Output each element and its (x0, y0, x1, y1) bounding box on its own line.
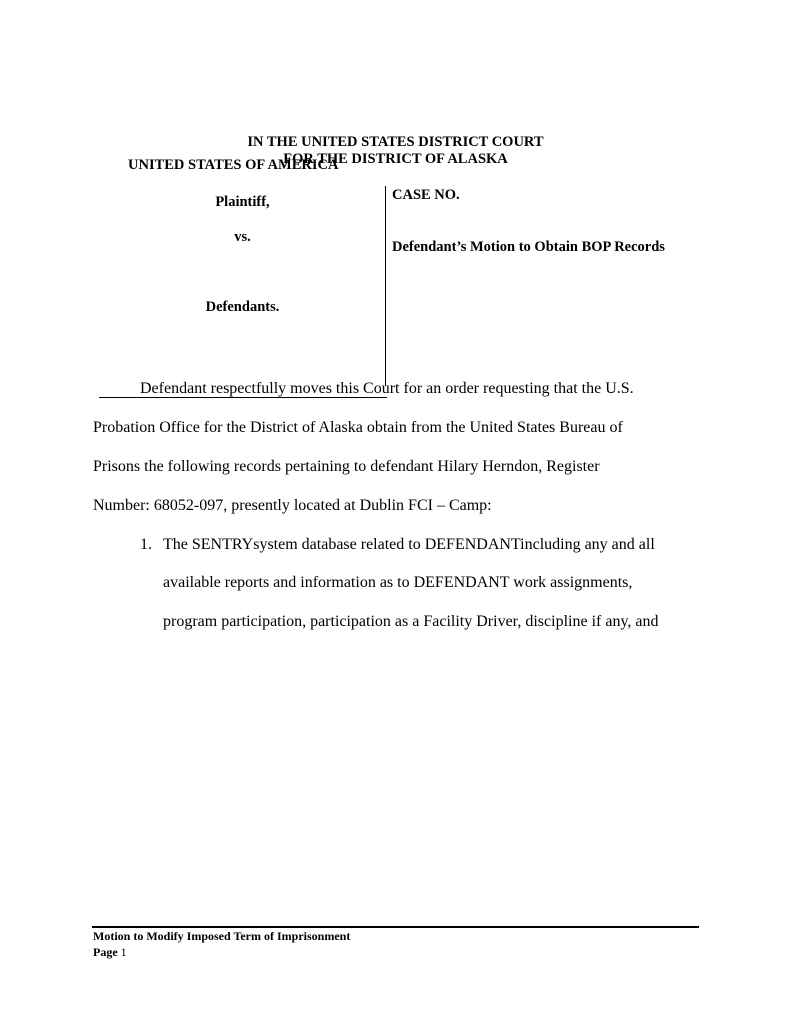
body-line-4: Number: 68052-097, presently located at Dublin FCI – Camp: (93, 497, 492, 514)
list-item-number: 1. (140, 536, 152, 553)
body-line-2: Probation Office for the District of Alaska obtain from the United States Bureau of (93, 419, 623, 436)
case-number-label: CASE NO. (392, 187, 460, 203)
plaintiff-role: Plaintiff, (215, 194, 270, 210)
list-item-line: program participation, participation as a Facility Driver, discipline if any, and (163, 613, 659, 630)
body-line-3: Prisons the following records pertaining to defendant Hilary Herndon, Register (93, 458, 600, 475)
versus-label: vs. (234, 229, 251, 245)
footer-rule (92, 926, 699, 928)
body-line-1: Defendant respectfully moves this Court for an order requesting that the U.S. (140, 380, 634, 397)
court-title: IN THE UNITED STATES DISTRICT COURT (247, 134, 544, 150)
plaintiff-name: UNITED STATES OF AMERICA (128, 157, 339, 173)
list-item-line: The SENTRYsystem database related to DEFENDANTincluding any and all (163, 536, 655, 553)
page-label: Page (93, 945, 118, 959)
court-district: FOR THE DISTRICT OF ALASKA (283, 151, 508, 167)
list-item-line: available reports and information as to DEFENDANT work assignments, (163, 574, 633, 591)
caption-divider (385, 186, 386, 386)
footer-title: Motion to Modify Imposed Term of Imprisonment (93, 929, 351, 943)
defendant-role: Defendants. (205, 299, 280, 315)
footer-page (93, 945, 127, 960)
page-number: 1 (120, 945, 127, 959)
document-title: Defendant’s Motion to Obtain BOP Records (392, 239, 665, 255)
